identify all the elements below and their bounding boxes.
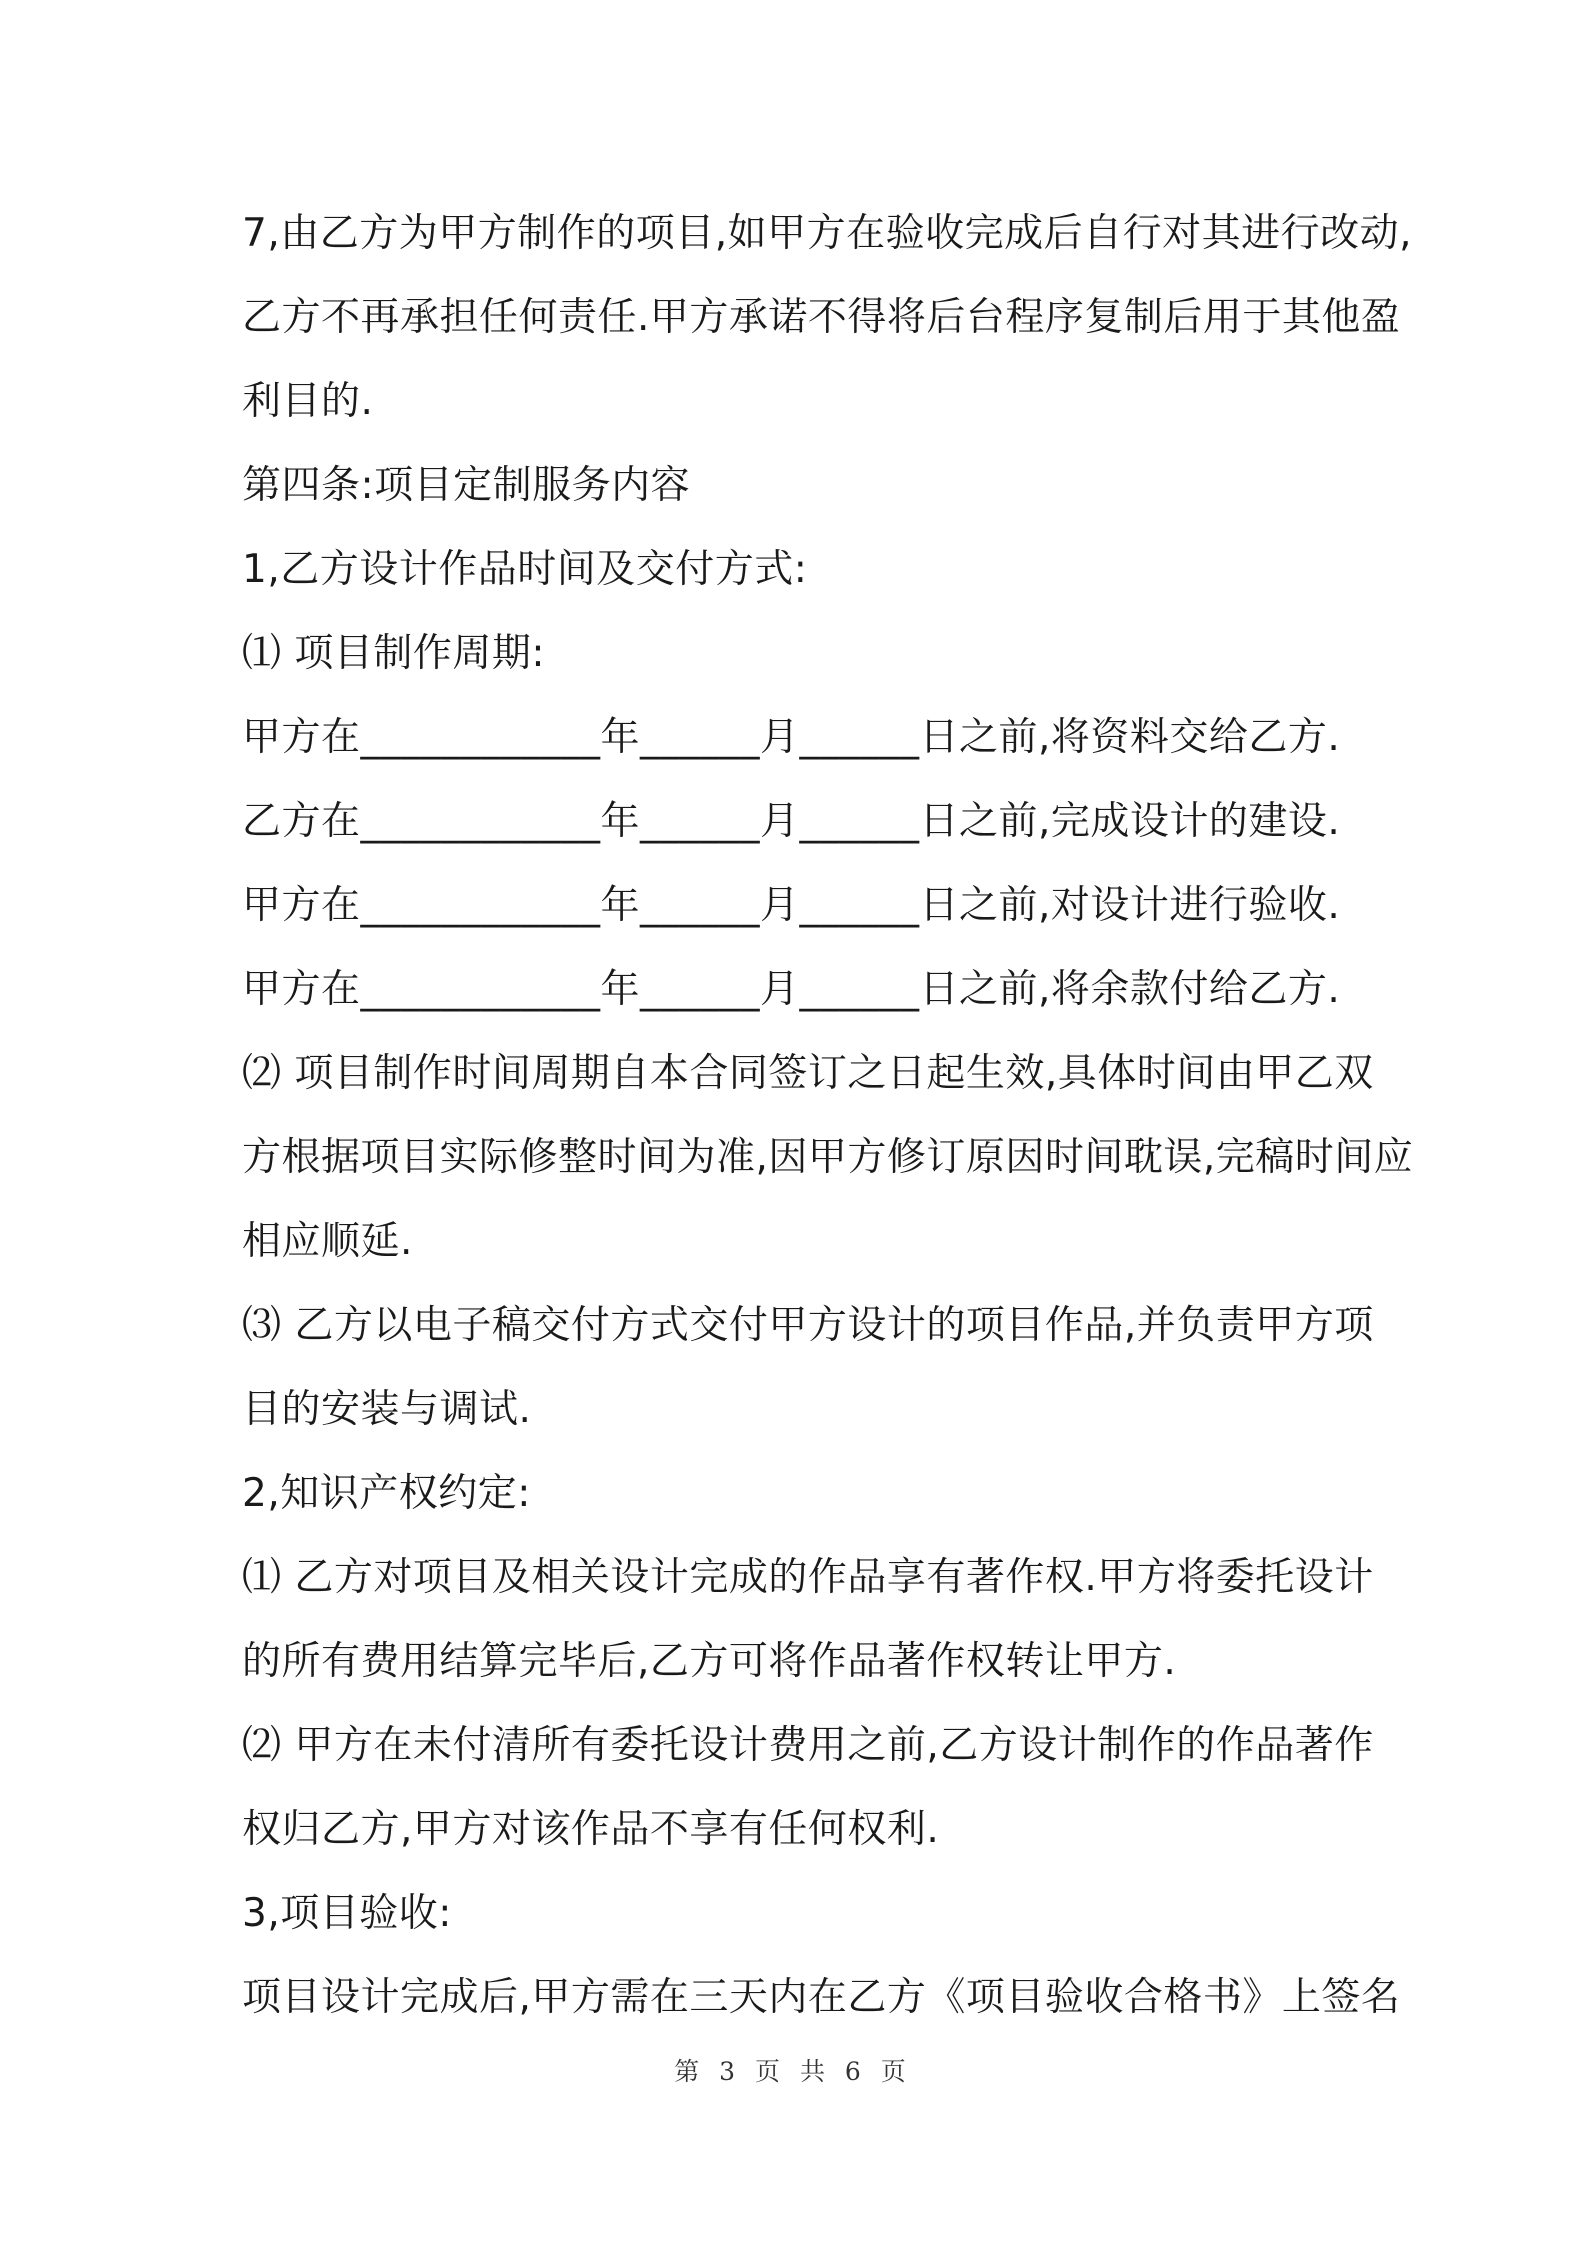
section-heading: 第四条:项目定制服务内容 (242, 463, 691, 508)
schedule-line: 乙方在____________年______月______日之前,完成设计的建设. (242, 799, 1341, 844)
text-line: 2,知识产权约定: (242, 1471, 531, 1516)
text-line: 利目的. (242, 379, 374, 424)
text-line: 的所有费用结算完毕后,乙方可将作品著作权转让甲方. (242, 1639, 1177, 1684)
text-line: ⑴ 乙方对项目及相关设计完成的作品享有著作权.甲方将委托设计 (242, 1555, 1374, 1600)
text-line: 乙方不再承担任何责任.甲方承诺不得将后台程序复制后用于其他盈 (242, 295, 1401, 340)
document-body (242, 192, 1414, 2040)
schedule-line: 甲方在____________年______月______日之前,对设计进行验收. (242, 883, 1341, 928)
schedule-line: 甲方在____________年______月______日之前,将余款付给乙方. (242, 967, 1341, 1012)
text-line: 项目设计完成后,甲方需在三天内在乙方《项目验收合格书》上签名 (242, 1975, 1401, 2020)
text-line: 相应顺延. (242, 1219, 413, 1264)
text-line: 方根据项目实际修整时间为准,因甲方修订原因时间耽误,完稿时间应 (242, 1135, 1414, 1180)
page-number-footer: 第 3 页 共 6 页 (674, 2057, 912, 2086)
text-line: ⑶ 乙方以电子稿交付方式交付甲方设计的项目作品,并负责甲方项 (242, 1303, 1374, 1348)
text-line: 7,由乙方为甲方制作的项目,如甲方在验收完成后自行对其进行改动, (242, 211, 1413, 256)
schedule-line: 甲方在____________年______月______日之前,将资料交给乙方. (242, 715, 1341, 760)
text-line: ⑵ 甲方在未付清所有委托设计费用之前,乙方设计制作的作品著作 (242, 1723, 1374, 1768)
text-line: 1,乙方设计作品时间及交付方式: (242, 547, 808, 592)
text-line: 权归乙方,甲方对该作品不享有任何权利. (242, 1807, 940, 1852)
text-line: 目的安装与调试. (242, 1387, 532, 1432)
text-line: 3,项目验收: (242, 1891, 452, 1936)
text-line: ⑴ 项目制作周期: (242, 631, 546, 676)
text-line: ⑵ 项目制作时间周期自本合同签订之日起生效,具体时间由甲乙双 (242, 1051, 1374, 1096)
